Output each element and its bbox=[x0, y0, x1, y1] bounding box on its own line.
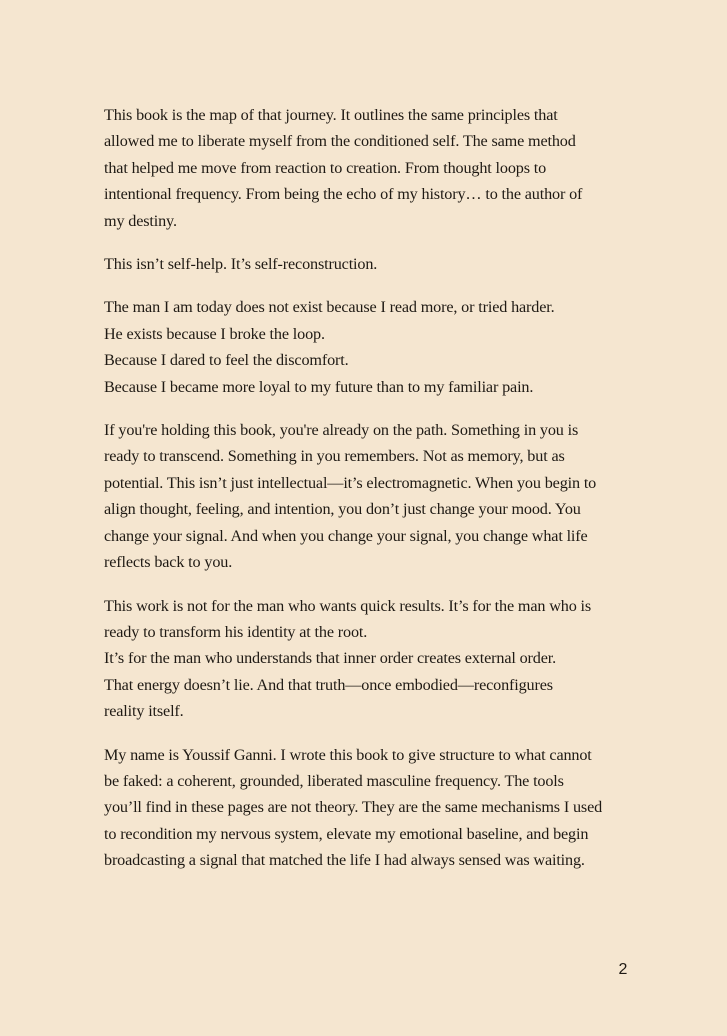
text-line: This isn’t self-help. It’s self-reconstruction. bbox=[104, 255, 378, 274]
text-line: Because I became more loyal to my future than to my familiar pain. bbox=[104, 377, 534, 396]
text-line: that helped me move from reaction to creation. From thought loops to bbox=[104, 158, 547, 177]
text-line: Because I dared to feel the discomfort. bbox=[104, 351, 349, 370]
text-line: reflects back to you. bbox=[104, 553, 233, 572]
text-line: align thought, feeling, and intention, you don’t just change your mood. You bbox=[104, 500, 581, 519]
paragraph-2 bbox=[104, 251, 632, 277]
text-line: my destiny. bbox=[104, 211, 177, 230]
paragraph-5 bbox=[104, 593, 632, 725]
text-line: potential. This isn’t just intellectual—it’s electromagnetic. When you begin to bbox=[104, 473, 597, 492]
text-line: broadcasting a signal that matched the life I had always sensed was waiting. bbox=[104, 851, 585, 870]
text-line: The man I am today does not exist because I read more, or tried harder. bbox=[104, 298, 555, 317]
paragraph-6 bbox=[104, 742, 632, 874]
paragraph-1 bbox=[104, 102, 632, 234]
paragraph-4 bbox=[104, 417, 632, 575]
text-line: you’ll find in these pages are not theory. They are the same mechanisms I used bbox=[104, 798, 603, 817]
text-line: My name is Youssif Ganni. I wrote this book to give structure to what cannot bbox=[104, 745, 592, 764]
text-line: This book is the map of that journey. It outlines the same principles that bbox=[104, 106, 558, 124]
paragraph-3 bbox=[104, 294, 632, 400]
text-line: change your signal. And when you change your signal, you change what life bbox=[104, 526, 588, 545]
text-line: be faked: a coherent, grounded, liberated masculine frequency. The tools bbox=[104, 771, 564, 790]
page-number: 2 bbox=[618, 961, 628, 978]
text-line: allowed me to liberate myself from the conditioned self. The same method bbox=[104, 132, 576, 151]
text-line: This work is not for the man who wants quick results. It’s for the man who is bbox=[104, 596, 592, 615]
text-line: He exists because I broke the loop. bbox=[104, 324, 325, 343]
text-line: reality itself. bbox=[104, 702, 184, 721]
text-line: to recondition my nervous system, elevate my emotional baseline, and begin bbox=[104, 824, 589, 843]
page-body-text bbox=[104, 102, 632, 891]
text-line: ready to transcend. Something in you remembers. Not as memory, but as bbox=[104, 447, 565, 466]
text-line: That energy doesn’t lie. And that truth—once embodied—reconfigures bbox=[104, 675, 553, 694]
text-line: ready to transform his identity at the root. bbox=[104, 622, 368, 641]
text-line: intentional frequency. From being the echo of my history… to the author of bbox=[104, 185, 583, 204]
text-line: If you're holding this book, you're already on the path. Something in you is bbox=[104, 421, 579, 440]
text-line: It’s for the man who understands that inner order creates external order. bbox=[104, 649, 557, 668]
